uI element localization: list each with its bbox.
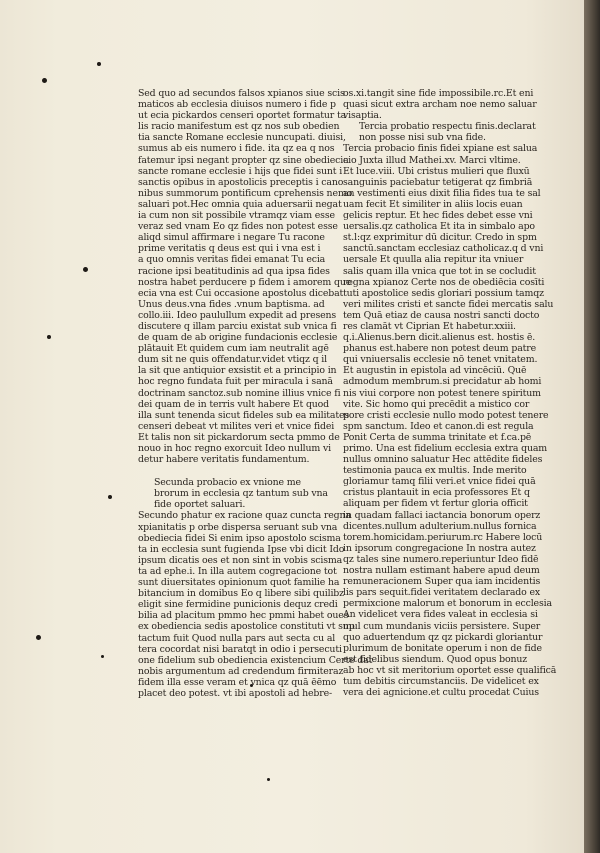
text-line: pore cristi ecclesie nullo modo potest tenere — [343, 409, 549, 421]
text-line: uersale Et quulla alia repitur ita vniuer — [343, 254, 524, 266]
text-line: collo.iii. Ideo paulullum expedit ad presens — [138, 309, 337, 321]
text-line: Tercia probacio finis fidei xpiane est salua — [343, 143, 538, 155]
ink-spot — [83, 267, 88, 272]
text-line: ipsum dicatis oes et non sint in vobis scisma — [138, 554, 343, 566]
text-line: placet deo potest. vt ibi apostoli ad hebre- — [138, 687, 333, 699]
text-line: os.xi.tangit sine fide impossibile.rc.Et eni — [343, 88, 534, 99]
text-line: Et augustin in epistola ad vincēciū. Quē — [343, 365, 527, 377]
text-line: ecia vna est Cui occasione apostolus dicebat — [138, 287, 344, 299]
text-line: veri milites cristi et sancte fidei mercatis salu — [343, 298, 554, 310]
text-line: bilia ad placitum pmmo hec pmmi habet oues — [138, 610, 349, 622]
section-heading-line: non posse nisi sub vna fide. — [359, 132, 486, 144]
text-line: salis quam illa vnica que tot in se cocludit — [343, 265, 536, 277]
text-line: tuti apostolice sedis gloriari possium tamqz — [343, 287, 544, 299]
text-line: doctrinam sanctoz.sub nomine illius vnice fi — [138, 387, 341, 399]
text-line: spm sanctum. Ideo et canon.di est regula — [343, 420, 534, 432]
text-line: maticos ab ecclesia diuisos numero i fide p — [138, 99, 336, 111]
section-heading-line: Secunda probacio ex vnione me — [154, 477, 301, 489]
text-line: sanctū.sanctam ecclesiaz catholicaz.q d vni — [343, 243, 544, 255]
text-line: st.l:qz exprimitur dū dicitur. Credo in spm — [343, 232, 537, 244]
ink-spot — [36, 635, 41, 640]
text-line: Ponit Certa de summa trinitate et f.ca.pē — [343, 431, 532, 443]
right-text-column — [343, 88, 557, 699]
ink-spot — [47, 335, 51, 339]
ink-spot — [42, 78, 47, 83]
text-line: la sit que antiquior exsistit et a principio in — [138, 365, 337, 377]
ink-spot — [97, 62, 101, 66]
text-line: plātauit Et quidem cum iam neutralit agē — [138, 343, 329, 355]
text-line: in quadam fallaci iactancia bonorum operz — [343, 509, 541, 521]
text-line: an vestimenti eius dixit filia fides tua te sal — [343, 187, 541, 199]
text-line: in ipsorum congregacione In nostra autez — [343, 542, 536, 554]
text-line: admodum membrum.si precidatur ab homi — [343, 376, 542, 388]
text-line: cio Juxta illud Mathei.xv. Marci vltime. — [343, 154, 521, 166]
text-line: dei quam de in terris vult habere Et quod — [138, 398, 330, 410]
text-line: tia sancte Romane ecclesie nuncupati. diuisi, — [138, 132, 346, 144]
text-line: Secundo phatur ex racione quaz cuncta regna — [138, 510, 351, 522]
text-line: detur habere veritatis fundamentum. — [138, 454, 310, 466]
text-line: de quam de ab origine fundacionis ecclesie — [138, 332, 338, 344]
text-line: censeri debeat vt milites veri et vnice fidei — [138, 420, 335, 432]
text-line: An videlicet vera fides valeat in ecclesia si — [343, 609, 538, 621]
text-line: qui vniuersalis ecclesie nō tenet vnitatem. — [343, 354, 538, 366]
text-line: primo. Una est fidelium ecclesia extra quam — [343, 443, 548, 454]
text-line: nostra nullam estimant habere apud deum — [343, 565, 540, 577]
text-line: ab hoc vt sit meritorium oportet esse qualificā — [343, 664, 557, 676]
text-line: gelicis reptur. Et hec fides debet esse vni — [343, 210, 533, 222]
text-line: Unus deus.vna fides .vnum baptisma. ad — [138, 298, 325, 310]
text-line: cristus plantauit in ecia professores Et q — [343, 487, 530, 499]
text-line: uersalis.qz catholica Et ita in simbalo apo — [343, 221, 535, 233]
text-line: qz tales sine numero.reperiuntur Ideo fidē — [343, 553, 539, 565]
book-binding-edge — [584, 0, 600, 853]
text-line: obediecia fidei Si enim ipso apostolo scisma — [138, 532, 341, 544]
text-line: ia cum non sit possibile vtramqz viam esse — [138, 210, 335, 222]
text-line: Et talis non sit pickardorum secta pmmo de — [138, 431, 340, 443]
section-heading-line: brorum in ecclesia qz tantum sub vna — [154, 488, 328, 500]
text-line: visaptia. — [343, 110, 382, 122]
text-line: phanus est.habere non potest deum patre — [343, 343, 537, 355]
text-line: sumus ab eis numero i fide. ita qz ea q nos — [138, 143, 335, 155]
text-line: lis pars sequit.fidei veritatem declarado ex — [343, 587, 540, 599]
text-line: sancte romane ecclesie i hijs que fidei sunt i — [138, 165, 343, 177]
text-line: one fidelium sub obediencia existencium Certe dat — [138, 654, 373, 666]
text-line: ut ecia pickardos censeri oportet formatur ta — [138, 110, 347, 122]
text-line: nullus omnino saluatur Hec attēdite fideles — [343, 454, 543, 466]
paragraph-gap — [138, 465, 326, 477]
text-line: ta in ecclesia sunt fugienda Ipse vbi dicit Ido — [138, 543, 345, 555]
text-line: eligit sine fermidine punicionis dequz credi — [138, 599, 338, 611]
text-line: tera cocordat nisi baratqt in odio i persecuti — [138, 643, 342, 655]
text-line: vite. Sic homo qui precēdit a mistico cor — [343, 398, 530, 410]
text-line: tem Quā etiaz de causa nostri sancti docto — [343, 309, 540, 321]
text-line: Sed quo ad secundos falsos xpianos siue scis — [138, 88, 345, 99]
text-line: nouo in hoc regno exorcuit Ideo nullum vi — [138, 443, 331, 454]
text-line: quasi sicut extra archam noe nemo saluar — [343, 99, 537, 111]
text-line: aliquam per fidem vt fertur gloria officit — [343, 498, 528, 510]
text-line: regna xpianoz Certe nos de obediēcia cosīti — [343, 276, 545, 288]
text-line: Et luce.viii. Ubi cristus mulieri que fluxū — [343, 165, 530, 177]
text-line: mul cum mundanis viciis persistere. Super — [343, 620, 541, 632]
text-line: sanguinis paciebatur tetigerat qz fimbriā — [343, 176, 533, 188]
text-line: nostra habet perducere p fidem i amorem que — [138, 276, 352, 288]
text-line: a quo omnis veritas fidei emanat Tu ecia — [138, 254, 326, 266]
text-line: saluari pot.Hec omnia quia aduersarii negat — [138, 198, 342, 210]
text-line: sanctis opibus in apostolicis preceptis i cano — [138, 176, 344, 188]
section-heading-line: Tercia probatio respectu finis.declarat — [359, 121, 536, 133]
text-line: racione ipsi beatitudinis ad qua ipsa fides — [138, 265, 330, 277]
text-line: dicentes.nullum adulterium.nullus fornica — [343, 520, 537, 532]
text-line: lis racio manifestum est qz nos sub obedien — [138, 121, 340, 133]
text-line: bitancium in domibus Eo q libere sibi quilibz — [138, 588, 344, 600]
text-line: remuneracionem Super qua iam incidentis — [343, 576, 541, 588]
text-line: vera dei agnicione.et cultu procedat Cuius — [343, 687, 539, 699]
text-line: aliqd simul affirmare i negare Tu racone — [138, 232, 325, 244]
text-line: ta ad ephe.i. In illa autem cogregacione tot — [138, 565, 337, 577]
text-line: ex obediencia sedis apostolice constituti vt sup — [138, 621, 355, 633]
text-line: quo aduertendum qz qz pickardi gloriantur — [343, 631, 543, 643]
text-line: gloriamur tamq filii veri.et vnice fidei quā — [343, 476, 536, 488]
text-line: veraz sed vnam Eo qz fides non potest esse — [138, 221, 338, 233]
text-line: nis viui corpore non potest tenere spiritum — [343, 387, 541, 399]
text-line: tactum fuit Quod nulla pars aut secta cu al — [138, 632, 336, 644]
text-line: hoc regno fundata fuit per miracula i sanā — [138, 376, 333, 388]
text-line: illa sunt tenenda sicut fideles sub ea militates — [138, 409, 350, 421]
text-line: xpianitatis p orbe dispersa seruant sub vna — [138, 521, 338, 533]
text-line: tum debitis circumstanciis. De videlicet ex — [343, 675, 539, 687]
text-line: nobis argumentum ad credendum firmiteraz — [138, 665, 344, 677]
text-line: nibus summorum pontificum cprehensis nemo — [138, 187, 353, 199]
ink-spot — [108, 495, 112, 499]
text-line: permixcione malorum et bonorum in ecclesia — [343, 598, 552, 610]
text-line: dum sit ne quis offendatur.videt vtiqz q il — [138, 354, 327, 366]
ink-spot — [267, 778, 270, 781]
section-heading-line: fide oportet saluari. — [154, 499, 246, 511]
text-line: q.i.Alienus.bern dicit.alienus est. hostis ē. — [343, 332, 536, 344]
text-line: fatemur ipsi negant propter qz sine obediecia — [138, 154, 349, 166]
text-line: uam fecit Et similiter in aliis locis euan — [343, 198, 523, 210]
text-line: torem.homicidam.periurum.rc Habere locū — [343, 531, 543, 543]
text-line: est fidelibus siendum. Quod opus bonuz — [343, 653, 528, 665]
ink-spot — [101, 655, 104, 658]
text-line: fidem illa esse veram et vnica qz quā ēēmo — [138, 676, 337, 688]
text-line: res clamāt vt Ciprian Et habetur.xxiii. — [343, 320, 516, 332]
text-line: sunt diuersitates opinionum quot familie ha — [138, 577, 340, 589]
text-line: discutere q illam parciu existat sub vnica fi — [138, 320, 337, 332]
text-line: testimonia pauca ex multis. Inde merito — [343, 465, 527, 477]
text-line: plurimum de bonitate operum i non de fide — [343, 642, 542, 654]
text-line: prime veritatis q deus est qui i vna est i — [138, 243, 321, 255]
